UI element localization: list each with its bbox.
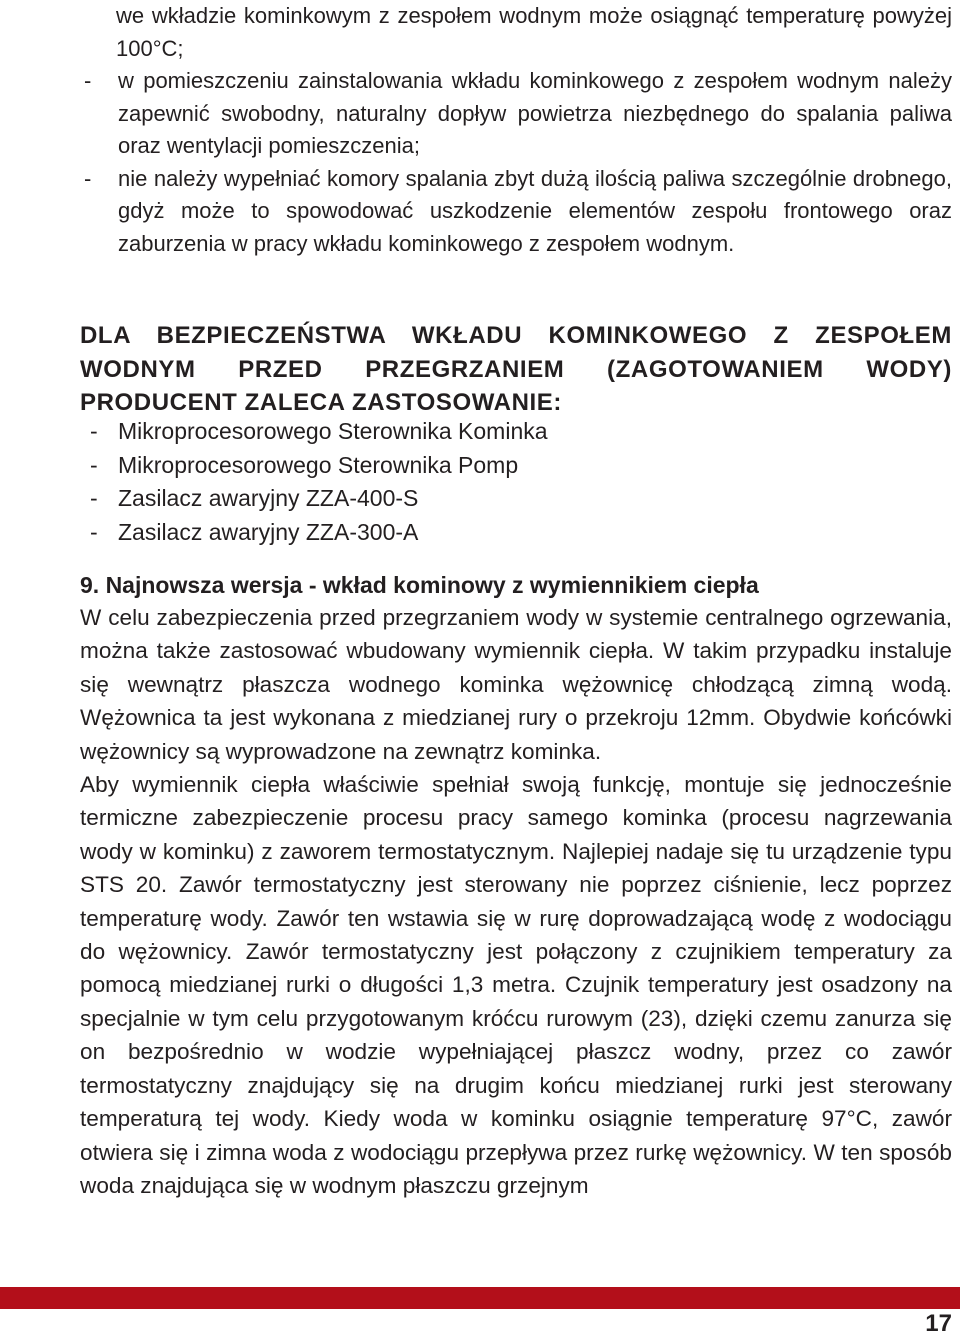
intro-bullet-ventilation: - w pomieszczeniu zainstalowania wkładu kominkowego z zespołem wodnym należy zapewnić swobodny, naturalny dopływ powietrza niezbędnego do spalania paliwa oraz wentylacji pomieszczenia; xyxy=(80,65,952,163)
intro-bullet-fuel: - nie należy wypełniać komory spalania zbyt dużą ilością paliwa szczególnie drobnego, gdyż może to spowodować uszkodzenie elementów zespołu frontowego oraz zaburzenia w pracy wkładu kominkowego z zespołem wodnym. xyxy=(80,163,952,261)
intro-continuation: we wkładzie kominkowym z zespołem wodnym może osiągnąć temperaturę powyżej 100°C; xyxy=(116,3,952,61)
list-item: - Mikroprocesorowego Sterownika Pomp xyxy=(80,449,952,483)
footer-bar xyxy=(0,1287,960,1309)
list-item: - Zasilacz awaryjny ZZA-400-S xyxy=(80,482,952,516)
safety-heading: DLA BEZPIECZEŃSTWA WKŁADU KOMINKOWEGO Z ZESPOŁEM WODNYM PRZED PRZEGRZANIEM (ZAGOTOWANIEM WODY) PRODUCENT ZALECA ZASTOSOWANIE: xyxy=(80,322,952,416)
safety-product-list xyxy=(80,415,952,549)
list-item: - Mikroprocesorowego Sterownika Kominka xyxy=(80,415,952,449)
page-number: 17 xyxy=(925,1310,952,1337)
body-paragraph: W celu zabezpieczenia przed przegrzaniem wody w systemie centralnego ogrzewania, można także zastosować wbudowany wymiennik ciepła. W takim przypadku instaluje się wewnątrz płaszcza wodnego kominka wężownicę chłodzącą zimną wodą. Wężownica ta jest wykonana z miedzianej rury o przekroju 12mm. Obydwie końcówki wężownicy są wyprowadzone na zewnątrz kominka. xyxy=(80,605,952,764)
list-item: - Zasilacz awaryjny ZZA-300-A xyxy=(80,516,952,550)
body-paragraph: Aby wymiennik ciepła właściwie spełniał swoją funkcję, montuje się jednocześnie termiczne zabezpieczenie procesu pracy samego kominka (procesu nagrzewania wody w kominku) z zaworem termostatycznym. Najlepiej nadaje się tu urządzenie typu STS 20. Zawór termostatyczny jest sterowany nie poprzez ciśnienie, lecz poprzez temperaturę wody. Zawór ten wstawia się w rurę doprowadzającą wodę z wodociągu do wężownicy. Zawór termostatyczny jest połączony z czujnikiem temperatury za pomocą miedzianej rurki o długości 1,3 metra. Czujnik temperatury jest osadzony na specjalnie w tym celu przygotowanym króćcu rurowym (23), dzięki czemu zanurza się on bezpośrednio w wodzie wypełniającej płaszcz wodny, przez co zawór termostatyczny znajdujący się na drugim końcu miedzianej rurki jest sterowany temperaturą tej wody. Kiedy woda w kominku osiągnie temperaturę 97°C, zawór otwiera się i zimna woda z wodociągu przepływa przez rurkę wężownicy. W ten sposób woda znajdująca się w wodnym płaszczu grzejnym xyxy=(80,772,952,1198)
section-title: 9. Najnowsza wersja - wkład kominowy z wymiennikiem ciepła xyxy=(80,572,759,598)
intro-list xyxy=(80,0,952,260)
section-body xyxy=(80,601,952,1202)
